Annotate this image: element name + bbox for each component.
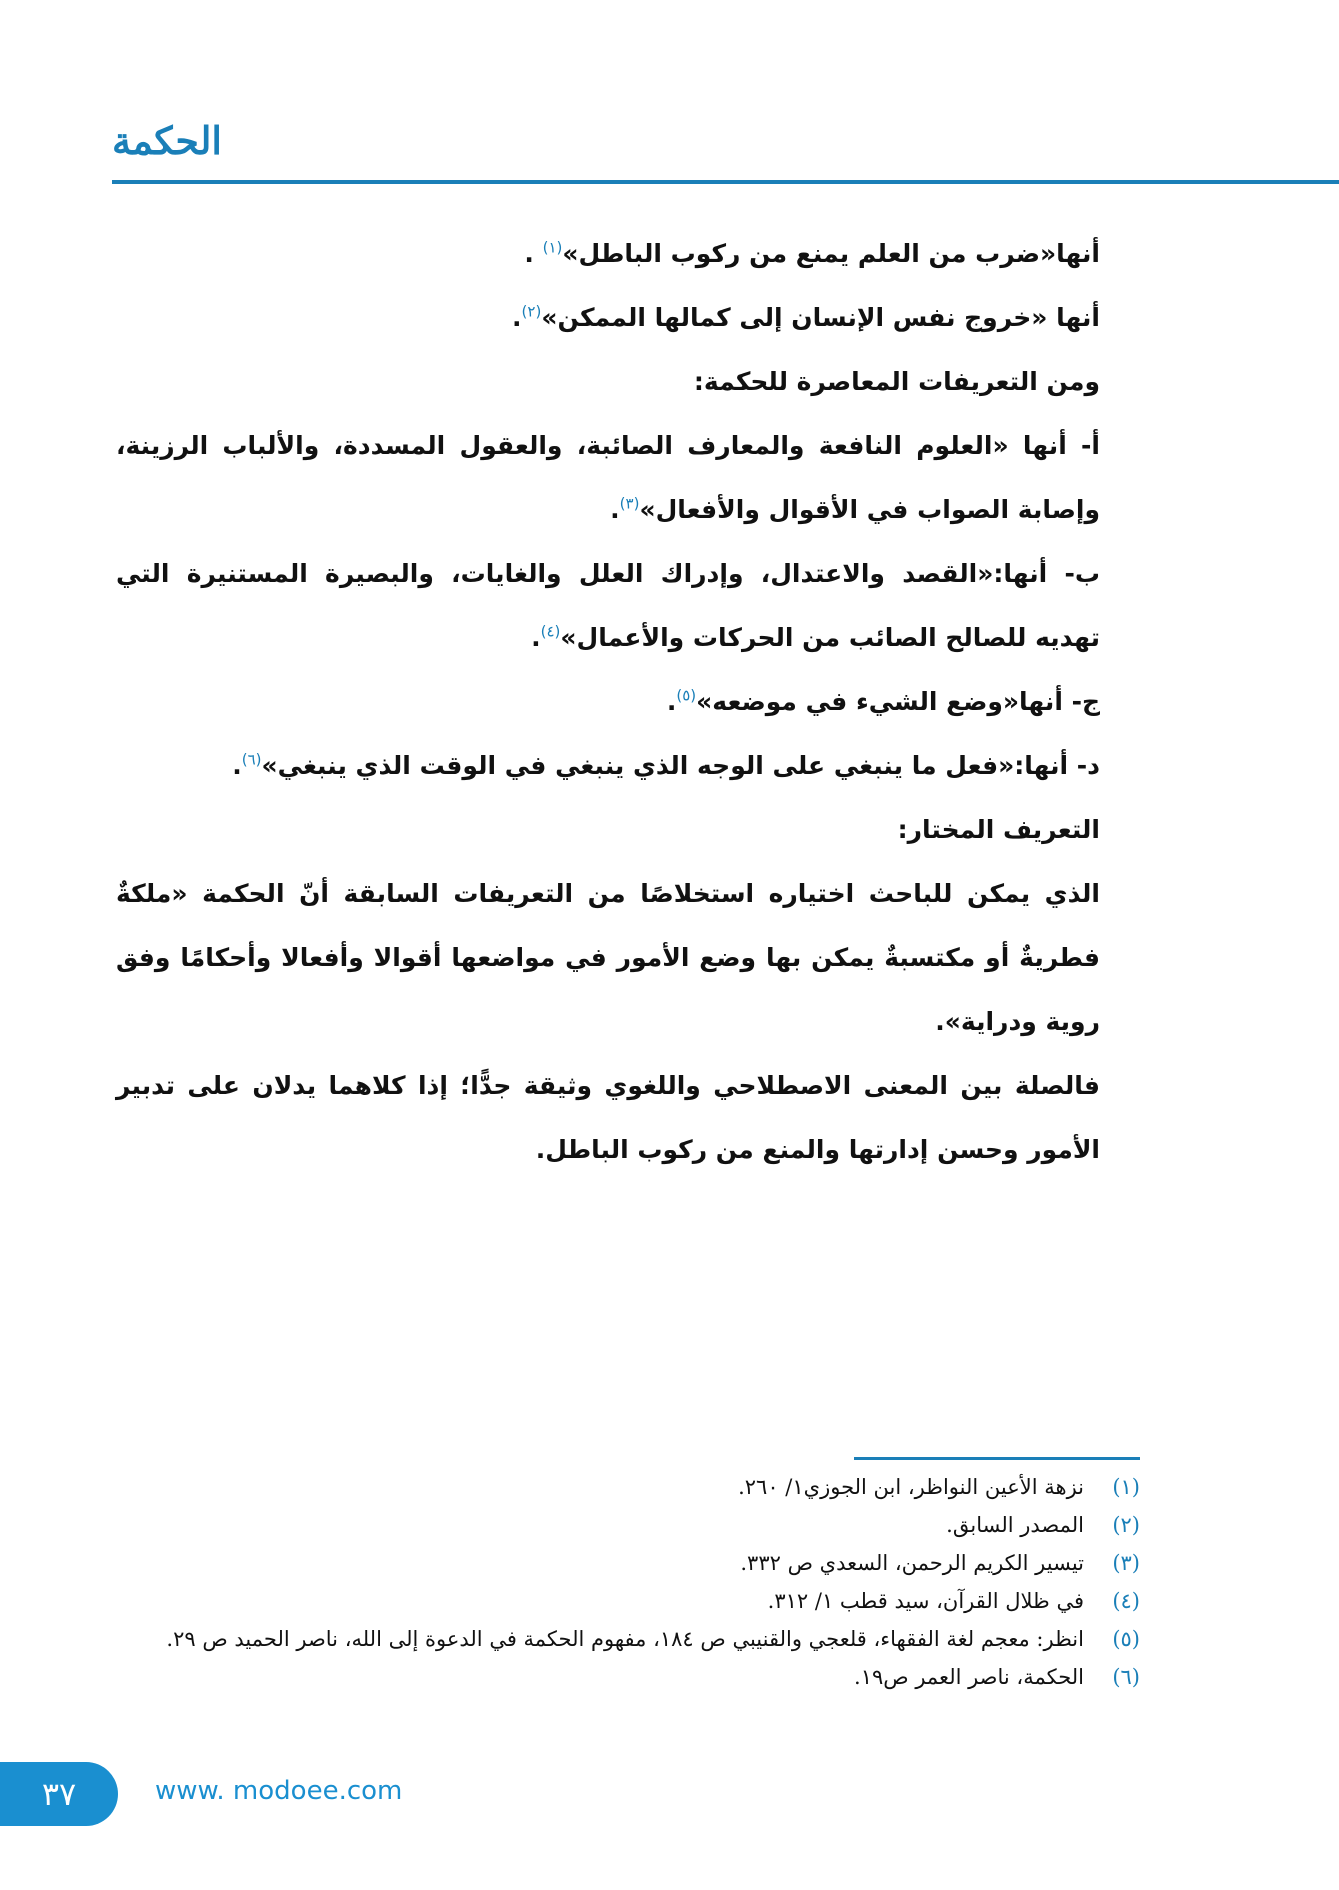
paragraph-end: . xyxy=(610,495,620,524)
footnote-ref[interactable]: (٦) xyxy=(241,750,262,769)
footnote xyxy=(116,1658,1140,1696)
footnotes xyxy=(116,1468,1140,1696)
footnote-number: (٤) xyxy=(1112,1589,1140,1613)
footnote-ref[interactable]: (٥) xyxy=(676,686,697,705)
main-text xyxy=(116,222,1140,1182)
footnote xyxy=(116,1582,1140,1620)
footnote-number: (٥) xyxy=(1112,1627,1140,1651)
paragraph-text: أنها«ضرب من العلم يمنع من ركوب الباطل» xyxy=(562,239,1100,268)
footnote-text: تيسير الكريم الرحمن، السعدي ص ٣٣٢. xyxy=(740,1551,1084,1575)
footnote-number: (٣) xyxy=(1112,1551,1140,1575)
paragraph-end: . xyxy=(512,303,522,332)
paragraph xyxy=(116,222,1140,286)
paragraph-end: . xyxy=(524,239,543,268)
paragraph xyxy=(116,734,1140,798)
paragraph: فالصلة بين المعنى الاصطلاحي واللغوي وثيقة جدًّا؛ إذا كلاهما يدلان على تدبير الأمور وحسن إدارتها والمنع من ركوب الباطل. xyxy=(116,1071,1100,1164)
footnote xyxy=(116,1544,1140,1582)
footnote-ref[interactable]: (٤) xyxy=(540,622,561,641)
paragraph-text: ج- أنها«وضع الشيء في موضعه» xyxy=(696,687,1100,716)
footnote-number: (١) xyxy=(1112,1475,1140,1499)
running-header-title: الحكمة xyxy=(112,118,222,163)
footnote xyxy=(116,1468,1140,1506)
paragraph-text: أ- أنها «العلوم النافعة والمعارف الصائبة، والعقول المسددة، والألباب الرزينة، وإصابة الصواب في الأقوال والأفعال» xyxy=(116,431,1100,524)
paragraph-text: أنها «خروج نفس الإنسان إلى كمالها الممكن» xyxy=(541,303,1100,332)
footnote-text: المصدر السابق. xyxy=(946,1513,1084,1537)
paragraph-end: . xyxy=(666,687,677,716)
page-number-tab xyxy=(0,1762,118,1826)
footnote-text: نزهة الأعين النواظر، ابن الجوزي١/ ٢٦٠. xyxy=(738,1475,1084,1499)
footnote-ref[interactable]: (٣) xyxy=(619,494,640,513)
footnote-divider xyxy=(854,1457,1140,1460)
paragraph-text: د- أنها:«فعل ما ينبغي على الوجه الذي ينبغي في الوقت الذي ينبغي» xyxy=(261,751,1100,780)
website-link[interactable]: www. modoee.com xyxy=(155,1776,403,1806)
paragraph xyxy=(116,670,1140,734)
paragraph xyxy=(116,286,1140,350)
footnote-number: (٦) xyxy=(1112,1665,1140,1689)
footnote-number: (٢) xyxy=(1112,1513,1140,1537)
section-heading: التعريف المختار: xyxy=(897,815,1100,844)
section-heading: ومن التعريفات المعاصرة للحكمة: xyxy=(693,367,1100,396)
footnote-ref[interactable]: (١) xyxy=(542,238,563,257)
footnote-text: الحكمة، ناصر العمر ص١٩. xyxy=(854,1665,1084,1689)
footnote xyxy=(116,1620,1140,1658)
footnote-text: في ظلال القرآن، سيد قطب ١/ ٣١٢. xyxy=(767,1589,1084,1613)
header-divider xyxy=(112,180,1339,184)
paragraph: الذي يمكن للباحث اختياره استخلاصًا من التعريفات السابقة أنّ الحكمة «ملكةٌ فطريةٌ أو مكتسبةٌ يمكن بها وضع الأمور في مواضعها أقوالا وأفعالا وأحكامًا وفق روية ودراية». xyxy=(116,879,1100,1036)
footnote xyxy=(116,1506,1140,1544)
paragraph xyxy=(116,414,1140,542)
footnote-ref[interactable]: (٢) xyxy=(521,302,542,321)
paragraph-end: . xyxy=(531,623,541,652)
paragraph xyxy=(116,542,1140,670)
page-number: ٣٧ xyxy=(41,1775,77,1813)
paragraph-text: ب- أنها:«القصد والاعتدال، وإدراك العلل والغايات، والبصيرة المستنيرة التي تهديه للصالح الصائب من الحركات والأعمال» xyxy=(116,559,1100,652)
paragraph-end: . xyxy=(232,751,242,780)
footnote-text: انظر: معجم لغة الفقهاء، قلعجي والقنيبي ص ١٨٤، مفهوم الحكمة في الدعوة إلى الله، ناصر الحميد ص ٢٩. xyxy=(166,1627,1084,1651)
